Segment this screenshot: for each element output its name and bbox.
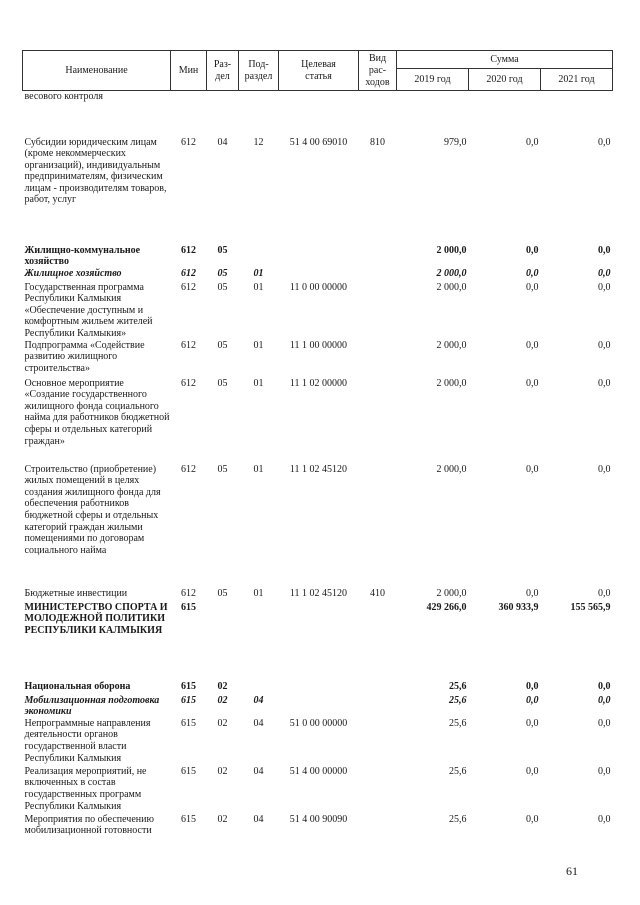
row-amount-2019: 25,6: [449, 680, 467, 692]
row-name: весового контроля: [24, 91, 103, 102]
row-expense-type: [359, 695, 397, 718]
table-row: [23, 340, 613, 378]
row-amount-2021: 0,0: [598, 267, 611, 279]
row-expense-type: [359, 766, 397, 814]
row-name: Бюджетные инвестиции: [24, 587, 128, 599]
row-section: 05: [217, 463, 228, 475]
row-ministry: 615: [181, 694, 196, 706]
row-amount-2020: 0,0: [526, 377, 539, 389]
row-target-article: 51 4 00 69010: [289, 136, 348, 148]
row-ministry: 612: [181, 339, 196, 351]
row-expense-type: [359, 602, 397, 681]
row-target-article: 51 0 00 00000: [289, 717, 348, 729]
row-subsection: 04: [253, 813, 264, 825]
header-section: Раз- дел: [207, 51, 239, 91]
row-subsection: [239, 245, 279, 268]
header-name: Наименование: [23, 51, 171, 91]
row-target-article: [279, 695, 359, 718]
row-ministry: 612: [181, 281, 196, 293]
row-section: 05: [217, 267, 228, 279]
table-row: [23, 681, 613, 695]
row-name: Национальная оборона: [24, 680, 131, 692]
table-row: [23, 766, 613, 814]
row-section: 05: [217, 339, 228, 351]
row-name: Мобилизационная подготовка экономики: [24, 694, 160, 718]
row-name: Жилищно-коммунальное хозяйство: [24, 244, 141, 268]
row-amount-2021: 0,0: [598, 680, 611, 692]
row-amount-2019: 2 000,0: [436, 377, 467, 389]
row-subsection: 04: [253, 717, 264, 729]
row-subsection: [239, 91, 279, 137]
row-amount-2020: 0,0: [526, 717, 539, 729]
row-expense-type: 810: [370, 136, 385, 148]
row-amount-2020: 0,0: [526, 267, 539, 279]
page-number: 61: [566, 864, 578, 878]
header-expense-type: Вид рас- ходов: [359, 51, 397, 91]
row-ministry: 615: [181, 813, 196, 825]
row-amount-2020: 0,0: [526, 694, 539, 706]
row-subsection: 01: [253, 587, 264, 599]
row-name: Субсидии юридическим лицам (кроме некоммерческих организаций), индивидуальным предпринимателям, физическим лицам - производителям товаров, работ, услуг: [24, 136, 167, 206]
row-subsection: 04: [253, 765, 264, 777]
row-expense-type: [359, 282, 397, 340]
row-amount-2020: 0,0: [526, 680, 539, 692]
row-target-article: [279, 681, 359, 695]
row-expense-type: [359, 464, 397, 588]
row-expense-type: [359, 91, 397, 137]
row-subsection: 01: [253, 339, 264, 351]
table-header: [23, 51, 613, 91]
row-amount-2021: 0,0: [598, 136, 611, 148]
row-ministry: 612: [181, 463, 196, 475]
table-row: [23, 245, 613, 268]
header-year-2021: 2021 год: [541, 69, 613, 91]
row-name: Мероприятия по обеспечению мобилизационной готовности: [24, 813, 154, 837]
header-target-article: Целевая статья: [279, 51, 359, 91]
header-year-2020: 2020 год: [469, 69, 541, 91]
row-section: 04: [217, 136, 228, 148]
row-amount-2021: 0,0: [598, 463, 611, 475]
row-expense-type: [359, 268, 397, 282]
row-expense-type: [359, 681, 397, 695]
row-name: Непрограммные направления деятельности органов государственной власти Республики Калмыкия: [24, 717, 151, 764]
row-subsection: 01: [253, 377, 264, 389]
row-amount-2019: 25,6: [449, 694, 467, 706]
header-subsection: Под- раздел: [239, 51, 279, 91]
row-target-article: [279, 602, 359, 681]
table-row: [23, 91, 613, 137]
table-row: [23, 588, 613, 602]
row-amount-2021: 0,0: [598, 587, 611, 599]
row-name: Строительство (приобретение) жилых помещений в целях создания жилищного фонда для обеспечения работников бюджетной сферы и отдельных категорий граждан жилыми помещениями по договорам социального найма: [24, 463, 161, 556]
row-name: МИНИСТЕРСТВО СПОРТА И МОЛОДЕЖНОЙ ПОЛИТИКИ РЕСПУБЛИКИ КАЛМЫКИЯ: [24, 601, 168, 636]
table-row: [23, 718, 613, 766]
row-name: Жилищное хозяйство: [24, 267, 122, 279]
row-amount-2021: 0,0: [598, 717, 611, 729]
row-target-article: [279, 91, 359, 137]
table-row: [23, 814, 613, 844]
row-ministry: 612: [181, 587, 196, 599]
row-amount-2020: [469, 91, 541, 137]
row-section: 02: [217, 680, 228, 692]
row-ministry: 612: [181, 136, 196, 148]
table-row: [23, 695, 613, 718]
row-section: 05: [217, 281, 228, 293]
table-row: [23, 602, 613, 681]
row-subsection: 01: [253, 267, 264, 279]
row-amount-2019: 2 000,0: [436, 267, 467, 279]
row-section: 02: [217, 813, 228, 825]
row-ministry: 612: [181, 267, 196, 279]
table-row: [23, 268, 613, 282]
row-amount-2020: 360 933,9: [498, 601, 539, 613]
row-section: 05: [217, 244, 228, 256]
table-row: [23, 137, 613, 245]
row-section: 02: [217, 765, 228, 777]
row-amount-2020: 0,0: [526, 244, 539, 256]
row-amount-2019: 2 000,0: [436, 281, 467, 293]
row-subsection: 04: [253, 694, 264, 706]
row-name: Государственная программа Республики Калмыкия «Обеспечение доступным и комфортным жильем жителей Республики Калмыкия»: [24, 281, 153, 340]
row-amount-2021: 0,0: [598, 377, 611, 389]
table-body: [23, 91, 613, 844]
row-target-article: 51 4 00 00000: [289, 765, 348, 777]
row-section: [207, 602, 239, 681]
budget-table: [22, 50, 613, 844]
row-target-article: 11 1 02 45120: [289, 587, 348, 599]
row-ministry: 615: [181, 717, 196, 729]
row-expense-type: [359, 718, 397, 766]
row-subsection: 12: [253, 136, 264, 148]
table-row: [23, 378, 613, 464]
row-target-article: 11 0 00 00000: [289, 281, 348, 293]
row-amount-2019: [397, 91, 469, 137]
row-target-article: 11 1 00 00000: [289, 339, 348, 351]
row-amount-2020: 0,0: [526, 136, 539, 148]
row-amount-2019: 25,6: [449, 717, 467, 729]
row-amount-2019: 2 000,0: [436, 587, 467, 599]
row-amount-2019: 979,0: [444, 136, 467, 148]
row-name: Реализация мероприятий, не включенных в состав государственных программ Республики Калмыкия: [24, 765, 147, 812]
table-row: [23, 282, 613, 340]
row-amount-2019: 2 000,0: [436, 463, 467, 475]
row-name: Подпрограмма «Содействие развитию жилищного строительства»: [24, 339, 145, 374]
row-amount-2020: 0,0: [526, 463, 539, 475]
row-section: 05: [217, 587, 228, 599]
row-amount-2021: 0,0: [598, 281, 611, 293]
row-subsection: [239, 681, 279, 695]
row-amount-2021: 0,0: [598, 765, 611, 777]
row-amount-2020: 0,0: [526, 339, 539, 351]
row-amount-2020: 0,0: [526, 587, 539, 599]
row-subsection: 01: [253, 281, 264, 293]
row-expense-type: [359, 814, 397, 844]
row-ministry: 615: [181, 680, 196, 692]
row-target-article: [279, 245, 359, 268]
row-expense-type: [359, 378, 397, 464]
row-target-article: [279, 268, 359, 282]
row-amount-2019: 25,6: [449, 765, 467, 777]
table-row: [23, 464, 613, 588]
row-amount-2019: 2 000,0: [436, 244, 467, 256]
row-ministry: 615: [181, 601, 196, 613]
row-subsection: 01: [253, 463, 264, 475]
row-ministry: [171, 91, 207, 137]
row-section: 05: [217, 377, 228, 389]
row-amount-2021: 0,0: [598, 813, 611, 825]
row-section: [207, 91, 239, 137]
row-amount-2021: 0,0: [598, 244, 611, 256]
row-amount-2021: 155 565,9: [570, 601, 611, 613]
header-amount: Сумма: [397, 51, 613, 69]
header-year-2019: 2019 год: [397, 69, 469, 91]
row-amount-2019: 25,6: [449, 813, 467, 825]
row-amount-2021: 0,0: [598, 339, 611, 351]
row-target-article: 11 1 02 00000: [289, 377, 348, 389]
row-amount-2019: 429 266,0: [426, 601, 467, 613]
row-expense-type: [359, 245, 397, 268]
row-ministry: 612: [181, 377, 196, 389]
row-name: Основное мероприятие «Создание государственного жилищного фонда социального найма для работников бюджетной сферы и отдельных категорий граждан»: [24, 377, 170, 447]
row-section: 02: [217, 694, 228, 706]
row-expense-type: 410: [370, 587, 385, 599]
row-amount-2019: 2 000,0: [436, 339, 467, 351]
row-amount-2021: [541, 91, 613, 137]
row-ministry: 612: [181, 244, 196, 256]
row-amount-2021: 0,0: [598, 694, 611, 706]
row-amount-2020: 0,0: [526, 281, 539, 293]
row-expense-type: [359, 340, 397, 378]
row-section: 02: [217, 717, 228, 729]
row-amount-2020: 0,0: [526, 813, 539, 825]
row-subsection: [239, 602, 279, 681]
row-target-article: 51 4 00 90090: [289, 813, 348, 825]
budget-page: [22, 50, 612, 844]
header-ministry: Мин: [171, 51, 207, 91]
row-target-article: 11 1 02 45120: [289, 463, 348, 475]
row-amount-2020: 0,0: [526, 765, 539, 777]
row-ministry: 615: [181, 765, 196, 777]
